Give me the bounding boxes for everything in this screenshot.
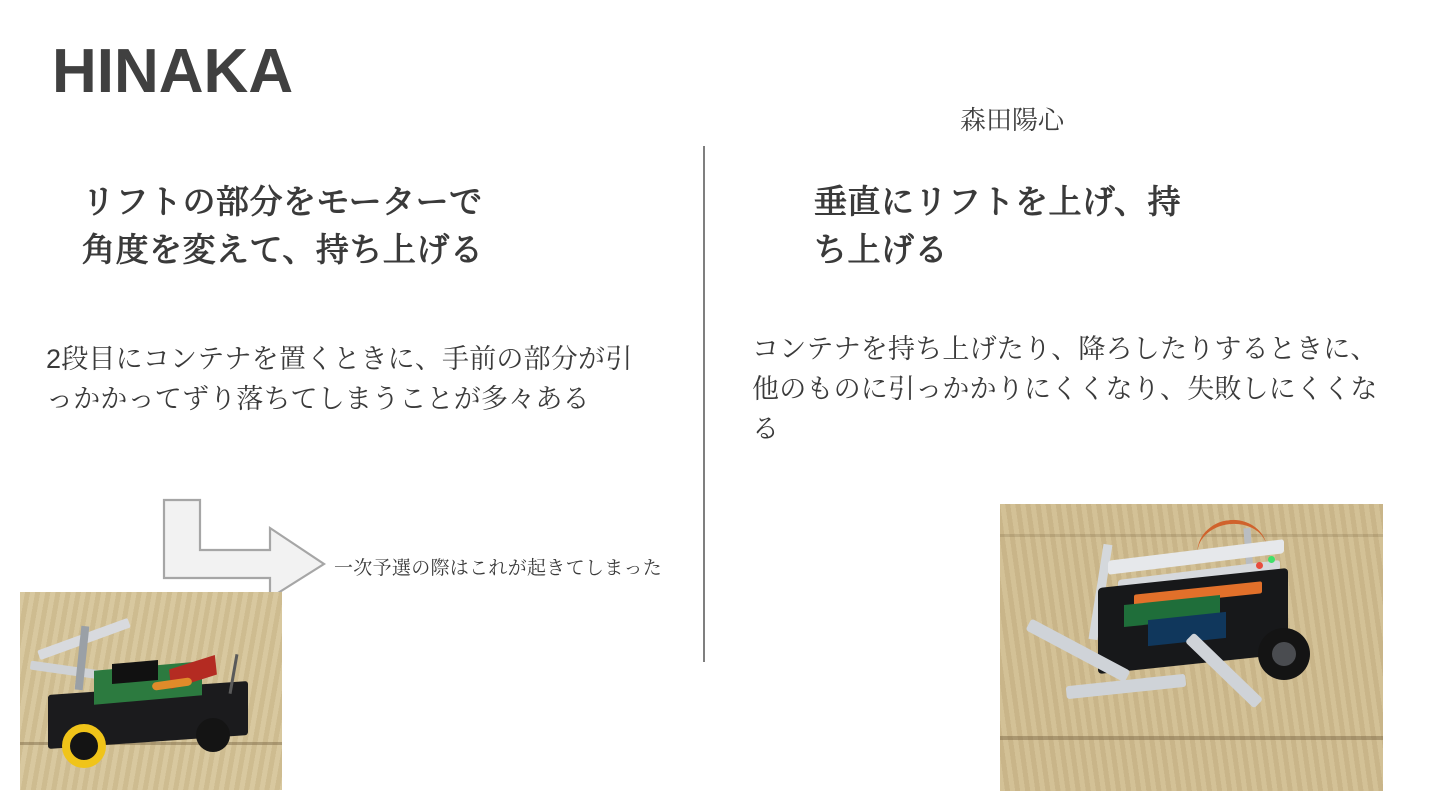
arrow-caption: 一次予選の際はこれが起きてしまった <box>334 558 663 579</box>
left-robot-photo <box>20 592 282 790</box>
right-robot-photo <box>1000 504 1383 791</box>
robot-chip <box>112 660 158 684</box>
right-body-text: コンテナを持ち上げたり、降ろしたりするときに、他のものに引っかかりにくくなり、失敗しにくくなる <box>752 333 1378 444</box>
right-heading-line-1: 垂直にリフトを上げ、持 <box>814 183 1182 220</box>
left-heading-line-1: リフトの部分をモーターで <box>82 183 483 220</box>
tatami-seam <box>1000 736 1383 740</box>
author-name: 森田陽心 <box>960 105 1065 135</box>
bent-arrow-icon <box>160 498 330 598</box>
right-heading-line-2: ち上げる <box>814 230 948 268</box>
left-heading <box>46 178 686 274</box>
tatami-seam-upper <box>1000 534 1383 537</box>
vertical-divider <box>703 146 705 662</box>
right-heading <box>752 178 1284 274</box>
page-title: HINAKA <box>52 37 294 106</box>
robot-rear-wheel <box>196 718 230 752</box>
right-column <box>752 178 1392 450</box>
left-column <box>46 178 686 420</box>
robot-led-green <box>1268 556 1275 563</box>
left-heading-line-2: 角度を変えて、持ち上げる <box>82 230 484 268</box>
left-body-text: 2段目にコンテナを置くときに、手前の部分が引っかかってずり落ちてしまうことが多々ある <box>46 343 633 414</box>
robot-wheel-hub <box>1272 642 1296 666</box>
robot-front-wheel <box>62 724 106 768</box>
robot-led-red <box>1256 562 1263 569</box>
